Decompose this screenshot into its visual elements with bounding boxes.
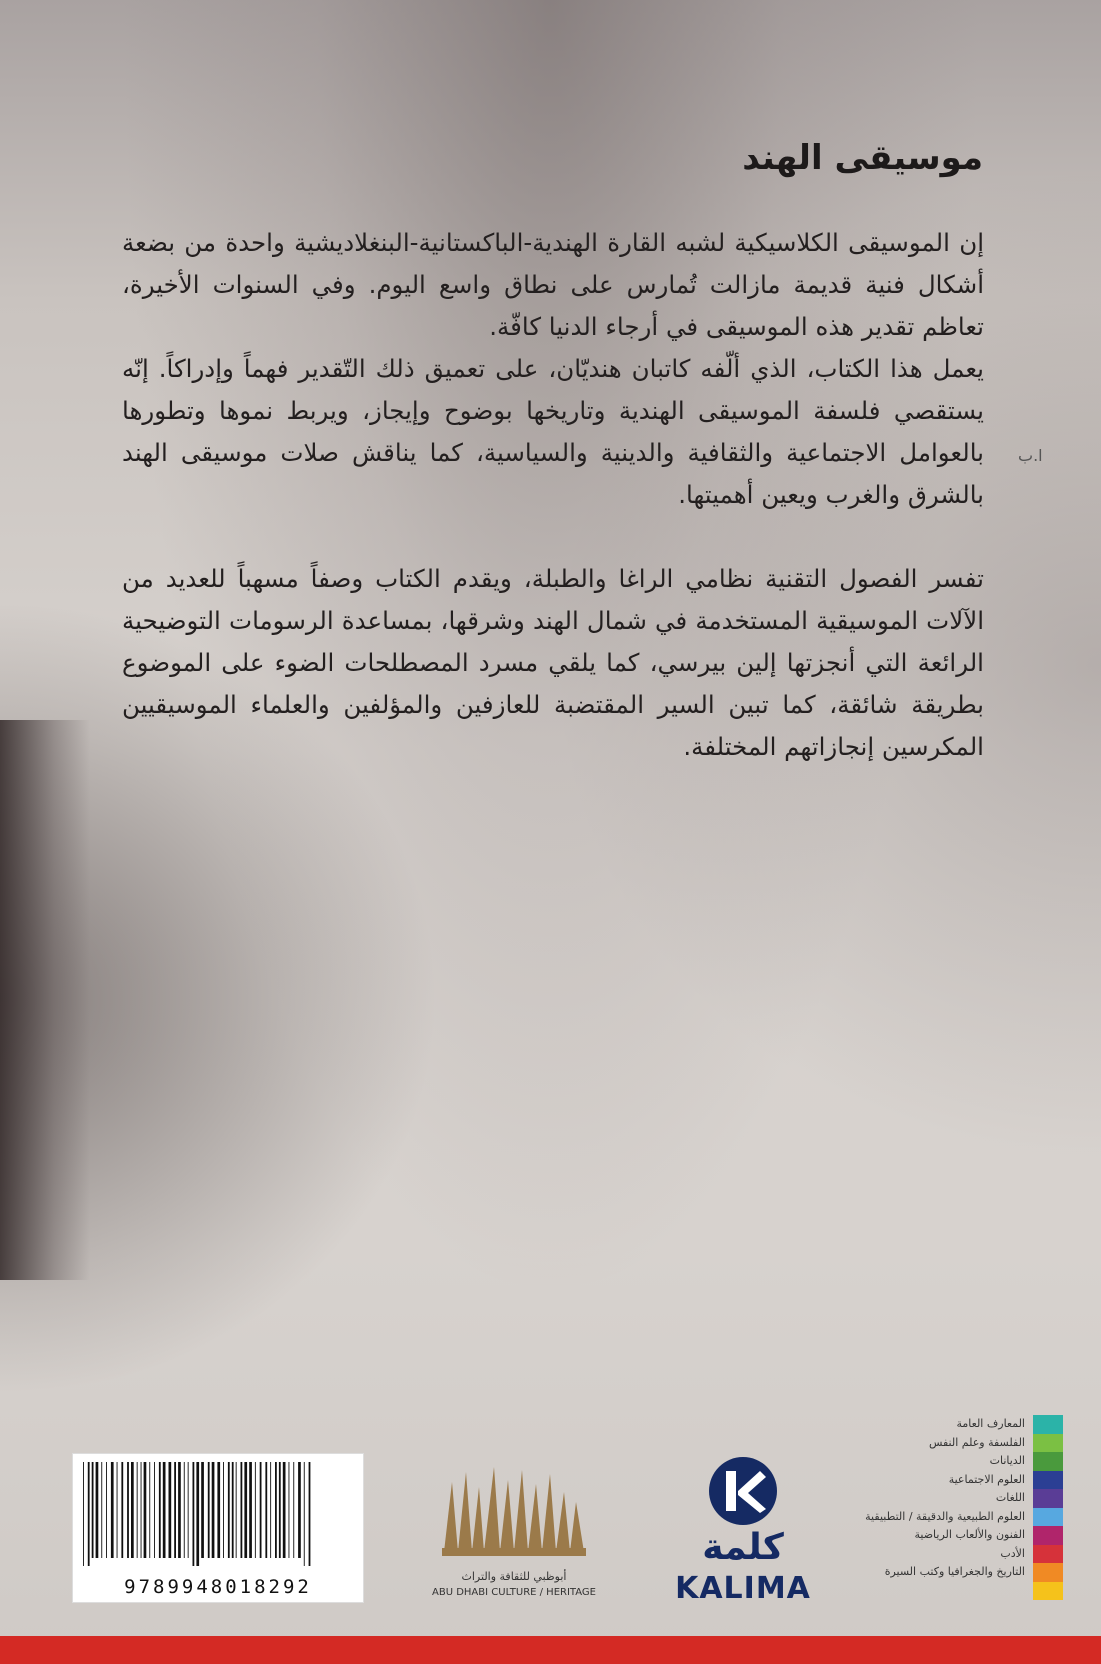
blurb-paragraph-3: تفسر الفصول التقنية نظامي الراغا والطبلة، ويقدم الكتاب وصفاً مسهباً للعديد من الآلات الموسيقية المستخدمة في شمال الهند وشرقها، بمساعدة الرسومات التوضيحية الرائعة التي أنجزتها إلين بيرسي، كما يلقي مسرد المصطلحات الضوء على الموضوع بطريقة شائقة، كما تبين السير المقتضبة للعازفين والمؤلفين والعلماء الموسيقيين المكرسين إنجازاتهم المختلفة. <box>122 564 984 761</box>
barcode-bar <box>212 1462 215 1558</box>
category-row <box>823 1452 1063 1471</box>
adc-emblem-icon <box>424 1452 604 1567</box>
barcode-bar <box>304 1462 305 1566</box>
barcode-bar <box>241 1462 243 1558</box>
category-label: العلوم الاجتماعية <box>948 1472 1025 1486</box>
barcode-bar <box>163 1462 166 1558</box>
blurb <box>122 222 984 768</box>
barcode-bar <box>178 1462 181 1558</box>
category-label: الأدب <box>1000 1546 1025 1560</box>
category-swatch <box>1033 1471 1063 1490</box>
barcode-bar <box>228 1462 230 1558</box>
barcode-bar <box>137 1462 138 1558</box>
category-label: الفنون والألعاب الرياضية <box>914 1528 1025 1541</box>
barcode-bar <box>279 1462 281 1558</box>
category-row <box>823 1563 1063 1582</box>
blurb-paragraph-2: يعمل هذا الكتاب، الذي ألّفه كاتبان هنديّان، على تعميق ذلك التّقدير فهماً وإدراكاً. إنّه يستقصي فلسفة الموسيقى الهندية وتاريخها بوضوح وإيجاز، ويربط نموها وتطورها بالعوامل الاجتماعية والثقافية والدينية والسياسية، كما يناقش صلات موسيقى الهند بالشرق والغرب ويعين أهميتها. <box>122 354 984 509</box>
barcode-bar <box>174 1462 176 1558</box>
barcode-bar <box>283 1462 286 1558</box>
category-swatch <box>1033 1452 1063 1471</box>
category-swatch <box>1033 1415 1063 1434</box>
barcode-bar <box>149 1462 150 1558</box>
abu-dhabi-culture-logo <box>424 1452 604 1602</box>
barcode-bar <box>127 1462 129 1558</box>
category-swatch <box>1033 1489 1063 1508</box>
barcode-bar <box>201 1462 204 1558</box>
barcode-bar <box>106 1462 107 1558</box>
book-title: موسيقى الهند <box>742 138 983 178</box>
barcode-bar <box>159 1462 161 1558</box>
category-row <box>823 1545 1063 1564</box>
barcode-bar <box>275 1462 277 1558</box>
barcode-bar <box>236 1462 237 1558</box>
bottom-red-bar <box>0 1636 1101 1664</box>
category-label: العلوم الطبيعية والدقيقة / التطبيقية <box>865 1509 1025 1523</box>
category-label: المعارف العامة <box>956 1417 1025 1430</box>
barcode-bar <box>92 1462 94 1558</box>
barcode-bar <box>196 1462 199 1566</box>
category-swatch <box>1033 1582 1063 1601</box>
barcode-bars <box>81 1462 355 1566</box>
barcode-bar <box>121 1462 123 1558</box>
barcode-bar <box>169 1462 172 1558</box>
barcode-bar <box>255 1462 256 1558</box>
category-swatch <box>1033 1545 1063 1564</box>
category-row <box>823 1489 1063 1508</box>
category-swatch <box>1033 1563 1063 1582</box>
kalima-english-name: KALIMA <box>675 1571 811 1606</box>
adc-arabic-name: أبوظبي للثقافة والتراث <box>461 1570 567 1583</box>
category-swatch <box>1033 1508 1063 1527</box>
barcode-bar <box>217 1462 220 1558</box>
barcode-bar <box>232 1462 234 1558</box>
category-label: التاريخ والجغرافيا وكتب السيرة <box>884 1565 1025 1578</box>
barcode-bar <box>144 1462 147 1558</box>
isbn-number: 9789948018292 <box>124 1576 312 1598</box>
barcode-bar <box>298 1462 301 1558</box>
barcode-bar <box>111 1462 114 1558</box>
category-row <box>823 1508 1063 1527</box>
isbn-barcode <box>72 1453 364 1603</box>
barcode-bar <box>293 1462 294 1558</box>
category-label: الديانات <box>989 1454 1025 1467</box>
barcode-bar <box>265 1462 267 1558</box>
barcode-bar <box>193 1462 195 1566</box>
category-row <box>823 1434 1063 1453</box>
side-mark: ا.ب <box>1018 446 1043 465</box>
blurb-paragraph-1: إن الموسيقى الكلاسيكية لشبه القارة الهندية-الباكستانية-البنغلاديشية واحدة من بضعة أشكال فنية قديمة مازالت تُمارس على نطاق واسع اليوم. وفي السنوات الأخيرة، تعاظم تقدير هذه الموسيقى في أرجاء الدنيا كافّة. <box>122 228 984 341</box>
barcode-bar <box>184 1462 185 1558</box>
category-legend <box>823 1415 1063 1600</box>
kalima-arabic-name: كلمة <box>702 1527 784 1568</box>
barcode-bar <box>154 1462 155 1558</box>
category-row <box>823 1415 1063 1434</box>
barcode-bar <box>289 1462 290 1558</box>
barcode-bar <box>208 1462 210 1558</box>
barcode-bar <box>244 1462 247 1558</box>
barcode-bar <box>131 1462 134 1558</box>
category-row <box>823 1582 1063 1601</box>
barcode-bar <box>249 1462 252 1558</box>
barcode-bar <box>141 1462 142 1558</box>
category-label: اللغات <box>995 1491 1025 1504</box>
left-shadow-decoration <box>0 720 90 1280</box>
barcode-bar <box>96 1462 99 1558</box>
category-swatch <box>1033 1526 1063 1545</box>
barcode-bar <box>117 1462 118 1558</box>
category-row <box>823 1526 1063 1545</box>
kalima-emblem-icon <box>668 1453 818 1528</box>
kalima-logo <box>668 1453 818 1606</box>
barcode-bar <box>101 1462 102 1558</box>
barcode-bar <box>260 1462 262 1558</box>
barcode-bar <box>223 1462 224 1558</box>
adc-english-name: ABU DHABI CULTURE / HERITAGE <box>432 1587 596 1598</box>
barcode-bar <box>88 1462 90 1566</box>
barcode-bar <box>309 1462 311 1566</box>
category-row <box>823 1471 1063 1490</box>
category-label: الفلسفة وعلم النفس <box>928 1435 1025 1449</box>
barcode-bar <box>83 1462 84 1566</box>
category-swatch <box>1033 1434 1063 1453</box>
barcode-bar <box>188 1462 189 1558</box>
barcode-bar <box>270 1462 271 1558</box>
